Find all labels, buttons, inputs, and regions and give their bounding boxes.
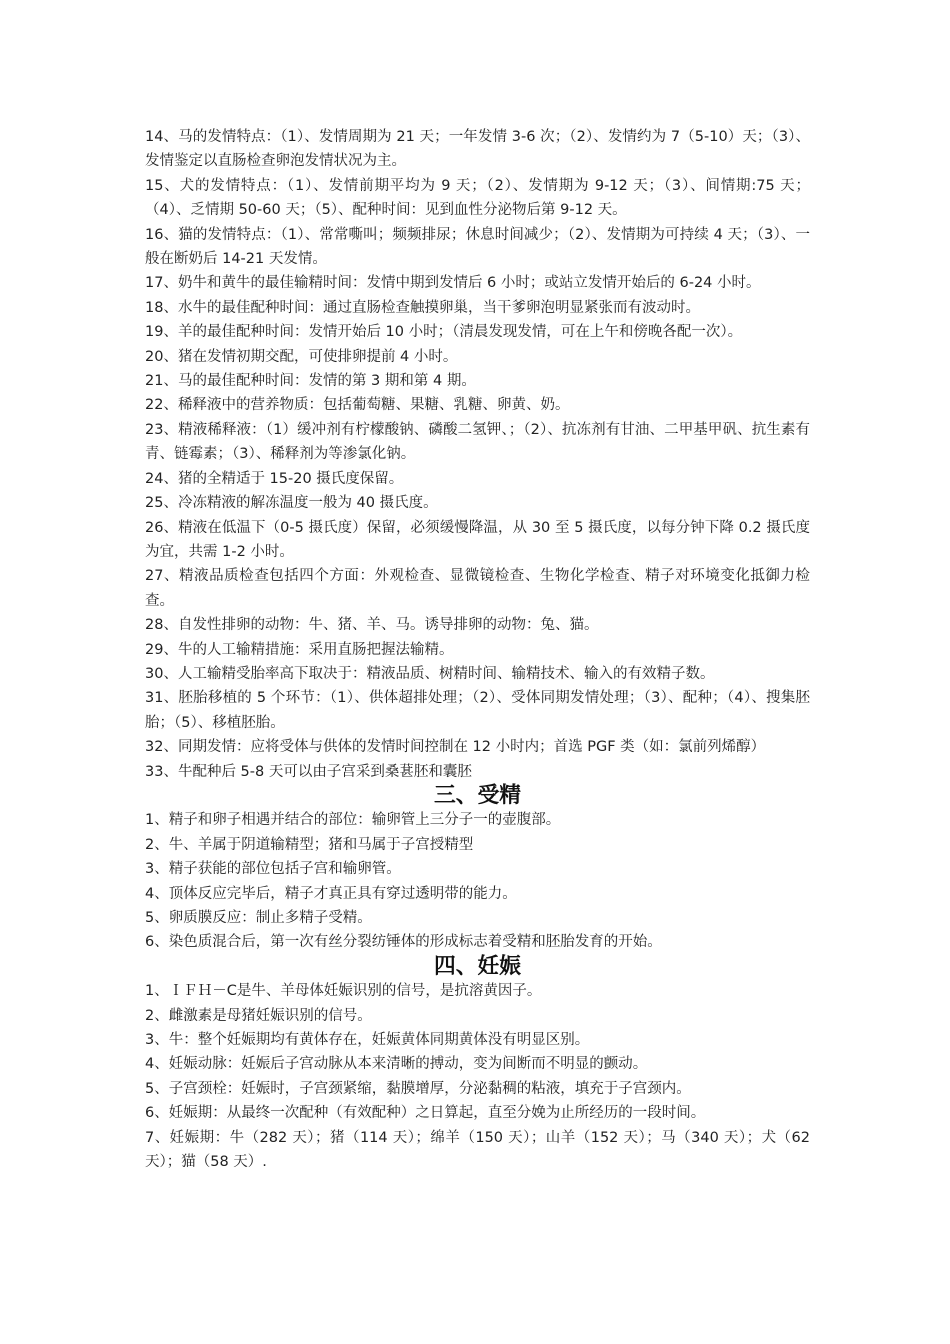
fertilization-item-6: 6、染色质混合后，第一次有丝分裂纺锤体的形成标志着受精和胚胎发育的开始。 xyxy=(145,934,662,951)
paragraph-17-cattle-insemination: 17、奶牛和黄牛的最佳输精时间：发情中期到发情后 6 小时；或站立发情开始后的 6-24 小时。 xyxy=(145,275,761,292)
section-heading-fertilization: 三、受精 xyxy=(434,782,521,808)
paragraph-29-cattle-ai-method: 29、牛的人工输精措施：采用直肠把握法输精。 xyxy=(145,641,454,658)
paragraph-24-pig-semen-storage: 24、猪的全精适于 15-20 摄氏度保留。 xyxy=(145,470,404,487)
pregnancy-item-2: 2、雌激素是母猪妊娠识别的信号。 xyxy=(145,1007,372,1024)
pregnancy-item-1: 1、ＩＦＨ－C是牛、羊母体妊娠识别的信号，是抗溶黄因子。 xyxy=(145,983,542,1000)
fertilization-item-3: 3、精子获能的部位包括子宫和输卵管。 xyxy=(145,861,401,878)
pregnancy-item-4: 4、妊娠动脉：妊娠后子宫动脉从本来清晰的搏动，变为间断而不明显的颤动。 xyxy=(145,1056,648,1073)
paragraph-31-embryo-transfer-steps: 31、胚胎移植的 5 个环节：（1）、供体超排处理；（2）、受体同期发情处理；（3）、配种；（4）、搜集胚胎；（5）、移植胚胎。 xyxy=(145,690,810,731)
paragraph-22-diluent-nutrients: 22、稀释液中的营养物质：包括葡萄糖、果糖、乳糖、卵黄、奶。 xyxy=(145,397,570,414)
paragraph-16-cat-estrus: 16、猫的发情特点：（1）、常常嘶叫；频频排尿；休息时间减少；（2）、发情期为可持续 4 天；（3）、一般在断奶后 14-21 天发情。 xyxy=(145,226,810,268)
paragraph-28-ovulation-types: 28、自发性排卵的动物：牛、猪、羊、马。诱导排卵的动物：兔、猫。 xyxy=(145,617,599,634)
paragraph-27-semen-quality: 27、精液品质检查包括四个方面：外观检查、显微镜检查、生物化学检查、精子对环境变化抵御力检查。 xyxy=(145,568,810,609)
paragraph-19-sheep-breeding: 19、羊的最佳配种时间：发情开始后 10 小时；（清晨发现发情，可在上午和傍晚各配一次）。 xyxy=(145,324,743,341)
paragraph-23-semen-diluent: 23、精液稀释液：（1）缓冲剂有柠檬酸钠、磷酸二氢钾、；（2）、抗冻剂有甘油、二甲基甲矾、抗生素有青、链霉素；（3）、稀释剂为等渗氯化钠。 xyxy=(145,421,810,463)
paragraph-18-buffalo-breeding: 18、水牛的最佳配种时间：通过直肠检查触摸卵巢，当干爹卵泡明显紧张而有波动时。 xyxy=(145,299,700,316)
document-page xyxy=(145,125,815,1174)
pregnancy-item-7: 7、妊娠期：牛（282 天）；猪（114 天）；绵羊（150 天）；山羊（152 天）；马（340 天）；犬（62 天）；猫（58 天）. xyxy=(145,1129,815,1171)
paragraph-30-ai-conception-factors: 30、人工输精受胎率高下取决于：精液品质、树精时间、输精技术、输入的有效精子数。 xyxy=(145,665,715,682)
paragraph-21-horse-breeding: 21、马的最佳配种时间：发情的第 3 期和第 4 期。 xyxy=(145,373,476,390)
paragraph-33-embryo-collection: 33、牛配种后 5-8 天可以由子宫采到桑葚胚和囊胚 xyxy=(145,763,472,780)
paragraph-14-horse-estrus: 14、马的发情特点：（1）、发情周期为 21 天；一年发情 3-6 次；（2）、发情约为 7（5-10）天；（3）、发情鉴定以直肠检查卵泡发情状况为主。 xyxy=(145,129,810,170)
pregnancy-item-6: 6、妊娠期：从最终一次配种（有效配种）之日算起，直至分娩为止所经历的一段时间。 xyxy=(145,1105,706,1122)
paragraph-32-synchronized-estrus: 32、同期发情：应将受体与供体的发情时间控制在 12 小时内；首选 PGF 类（如：氯前列烯醇） xyxy=(145,739,766,756)
fertilization-item-1: 1、精子和卵子相遇并结合的部位：输卵管上三分子一的壶腹部。 xyxy=(145,812,561,829)
fertilization-item-4: 4、顶体反应完毕后，精子才真正具有穿过透明带的能力。 xyxy=(145,885,517,902)
section-heading-pregnancy: 四、妊娠 xyxy=(434,953,521,979)
paragraph-20-pig-mating: 20、猪在发情初期交配，可使排卵提前 4 小时。 xyxy=(145,348,458,365)
fertilization-item-5: 5、卵质膜反应：制止多精子受精。 xyxy=(145,910,372,926)
pregnancy-item-5: 5、子宫颈栓：妊娠时，子宫颈紧缩，黏膜增厚，分泌黏稠的粘液，填充于子宫颈内。 xyxy=(145,1080,691,1097)
paragraph-25-thaw-temperature: 25、冷冻精液的解冻温度一般为 40 摄氏度。 xyxy=(145,495,438,512)
paragraph-26-low-temp-storage: 26、精液在低温下（0-5 摄氏度）保留，必须缓慢降温，从 30 至 5 摄氏度，以每分钟下降 0.2 摄氏度为宜，共需 1-2 小时。 xyxy=(145,519,810,560)
pregnancy-item-3: 3、牛：整个妊娠期均有黄体存在，妊娠黄体同期黄体没有明显区别。 xyxy=(145,1032,590,1049)
fertilization-item-2: 2、牛、羊属于阴道输精型；猪和马属于子宫授精型 xyxy=(145,836,474,853)
paragraph-15-dog-estrus: 15、犬的发情特点：（1）、发情前期平均为 9 天；（2）、发情期为 9-12 天；（3）、间情期:75 天；（4）、乏情期 50-60 天；（5）、配种时间：见到血性分泌物后第 9-12 天。 xyxy=(145,177,810,219)
